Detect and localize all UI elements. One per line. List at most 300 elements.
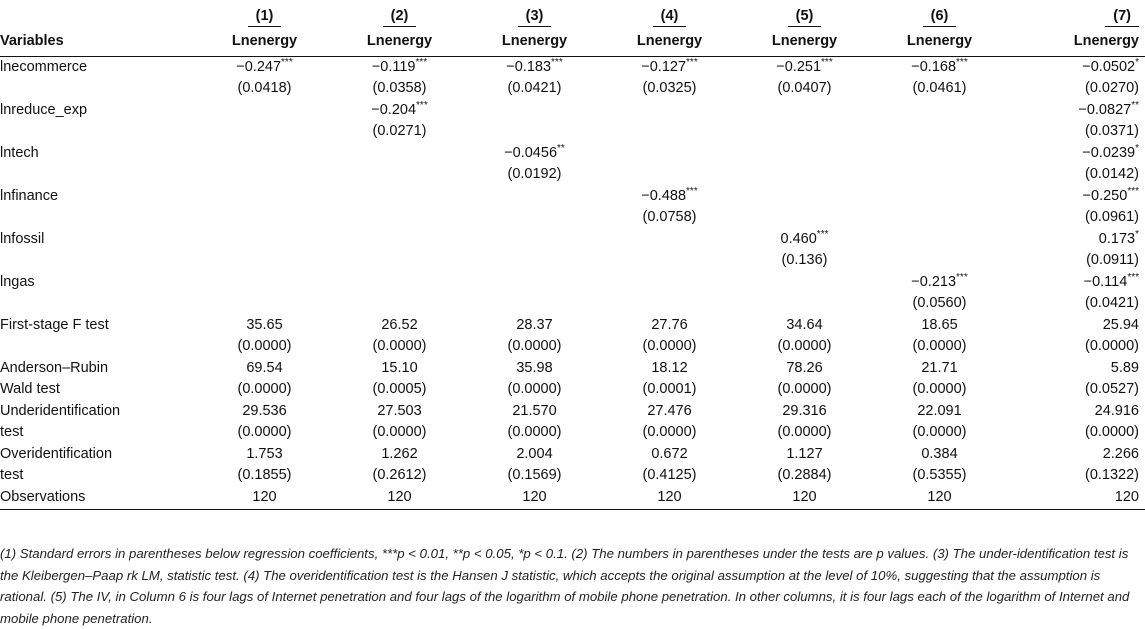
table-cell	[332, 164, 467, 186]
cell-value: (0.1569)	[507, 467, 562, 483]
significance-stars: ***	[1127, 271, 1139, 283]
cell-value: 22.091	[917, 402, 962, 419]
table-cell	[872, 422, 1007, 444]
cell-value: −0.250	[1082, 187, 1128, 204]
cell-value: (0.0421)	[1084, 295, 1139, 311]
table-cell	[737, 487, 872, 510]
table-row	[0, 401, 1145, 423]
cell-value: (0.0961)	[1084, 209, 1139, 225]
table-cell	[1007, 315, 1145, 337]
cell-value: 27.76	[651, 316, 688, 333]
table-cell	[602, 422, 737, 444]
table-cell	[872, 56, 1007, 78]
table-cell	[1007, 164, 1145, 186]
table-cell	[872, 229, 1007, 251]
significance-stars: *	[1135, 142, 1139, 154]
cell-value: (0.0000)	[642, 338, 697, 354]
table-cell	[1007, 444, 1145, 466]
table-cell	[467, 465, 602, 487]
cell-value: −0.213	[911, 273, 957, 290]
table-cell	[872, 336, 1007, 358]
table-cell	[197, 207, 332, 229]
table-cell	[197, 444, 332, 466]
table-cell	[1007, 487, 1145, 510]
table-cell	[737, 379, 872, 401]
regression-table	[0, 6, 1145, 510]
table-cell	[467, 358, 602, 380]
table-cell	[602, 56, 737, 78]
table-cell	[467, 56, 602, 78]
table-cell	[737, 272, 872, 294]
row-label	[0, 250, 197, 272]
table-body	[0, 56, 1145, 509]
cell-value: −0.251	[776, 58, 822, 75]
dependent-variable-row	[0, 28, 1145, 57]
table-cell	[197, 250, 332, 272]
table-cell	[872, 293, 1007, 315]
table-cell	[197, 336, 332, 358]
row-label: Underidentification	[0, 402, 121, 419]
cell-value: (0.0000)	[912, 381, 967, 397]
table-cell	[737, 293, 872, 315]
cell-value: (0.0000)	[1084, 338, 1139, 354]
table-cell	[197, 293, 332, 315]
cell-value: 120	[657, 488, 682, 505]
table-cell	[737, 78, 872, 100]
table-cell	[467, 250, 602, 272]
table-row	[0, 78, 1145, 100]
significance-stars: *	[1135, 56, 1139, 68]
cell-value: (0.0271)	[372, 123, 427, 139]
significance-stars: ***	[551, 56, 563, 68]
cell-value: 2.004	[516, 445, 553, 462]
table-cell	[602, 465, 737, 487]
column-number: (2)	[332, 6, 467, 28]
table-cell	[332, 315, 467, 337]
cell-value: −0.0502	[1082, 58, 1136, 75]
cell-value: 29.316	[782, 402, 827, 419]
cell-value: (0.0421)	[507, 80, 562, 96]
significance-stars: ***	[956, 271, 968, 283]
row-label: Wald test	[0, 381, 60, 397]
table-cell	[602, 164, 737, 186]
dependent-variable-label: Lnenergy	[737, 28, 872, 57]
table-cell	[467, 100, 602, 122]
cell-value: 0.384	[921, 445, 958, 462]
table-cell	[467, 186, 602, 208]
column-number: (4)	[602, 6, 737, 28]
table-row	[0, 100, 1145, 122]
significance-stars: **	[557, 142, 565, 154]
table-cell	[197, 422, 332, 444]
cell-value: (0.0000)	[777, 338, 832, 354]
table-row	[0, 465, 1145, 487]
table-cell	[197, 315, 332, 337]
cell-value: −0.168	[911, 58, 957, 75]
table-cell	[737, 444, 872, 466]
dependent-variable-label: Lnenergy	[332, 28, 467, 57]
table-cell	[872, 358, 1007, 380]
table-cell	[737, 164, 872, 186]
table-cell	[1007, 358, 1145, 380]
cell-value: 69.54	[246, 359, 283, 376]
cell-value: −0.204	[371, 101, 417, 118]
cell-value: (0.4125)	[642, 467, 697, 483]
table-cell	[467, 229, 602, 251]
cell-value: (0.0000)	[507, 338, 562, 354]
table-cell	[1007, 56, 1145, 78]
table-cell	[1007, 207, 1145, 229]
significance-stars: ***	[416, 99, 428, 111]
cell-value: (0.1322)	[1084, 467, 1139, 483]
table-cell	[197, 121, 332, 143]
column-number: (1)	[197, 6, 332, 28]
table-cell	[1007, 272, 1145, 294]
table-row	[0, 207, 1145, 229]
table-cell	[467, 422, 602, 444]
cell-value: 26.52	[381, 316, 418, 333]
table-cell	[332, 250, 467, 272]
row-label: lnfossil	[0, 230, 45, 247]
table-cell	[467, 379, 602, 401]
cell-value: (0.0192)	[507, 166, 562, 182]
table-cell	[872, 379, 1007, 401]
cell-value: (0.0000)	[237, 381, 292, 397]
table-row	[0, 121, 1145, 143]
table-cell	[602, 121, 737, 143]
table-cell	[197, 229, 332, 251]
table-row	[0, 250, 1145, 272]
table-cell	[197, 56, 332, 78]
cell-value: 21.570	[512, 402, 557, 419]
table-row	[0, 336, 1145, 358]
cell-value: 24.916	[1094, 402, 1139, 419]
cell-value: (0.0000)	[507, 381, 562, 397]
dependent-variable-label: Lnenergy	[1007, 28, 1145, 57]
cell-value: (0.0325)	[642, 80, 697, 96]
cell-value: (0.0000)	[507, 424, 562, 440]
significance-stars: *	[1135, 228, 1139, 240]
table-cell	[467, 315, 602, 337]
table-cell	[602, 358, 737, 380]
table-cell	[602, 143, 737, 165]
table-cell	[332, 78, 467, 100]
row-label: First-stage F test	[0, 316, 109, 333]
row-label	[0, 164, 197, 186]
table-cell	[737, 186, 872, 208]
table-cell	[1007, 336, 1145, 358]
dependent-variable-label: Lnenergy	[872, 28, 1007, 57]
cell-value: (0.0000)	[372, 338, 427, 354]
dependent-variable-label: Lnenergy	[467, 28, 602, 57]
column-number-row	[0, 6, 1145, 28]
table-cell	[737, 422, 872, 444]
cell-value: (0.0000)	[912, 424, 967, 440]
significance-stars: ***	[281, 56, 293, 68]
table-row	[0, 164, 1145, 186]
table-cell	[467, 336, 602, 358]
table-row	[0, 358, 1145, 380]
table-cell	[197, 401, 332, 423]
table-cell	[332, 56, 467, 78]
table-cell	[197, 272, 332, 294]
cell-value: −0.488	[641, 187, 687, 204]
table-cell	[332, 272, 467, 294]
significance-stars: ***	[816, 228, 829, 240]
table-cell	[737, 336, 872, 358]
cell-value: 120	[792, 488, 817, 505]
table-cell	[332, 487, 467, 510]
table-cell	[602, 315, 737, 337]
row-label: test	[0, 467, 24, 483]
significance-stars: ***	[415, 56, 428, 68]
table-cell	[332, 100, 467, 122]
table-cell	[197, 465, 332, 487]
table-row	[0, 272, 1145, 294]
cell-value: (0.0527)	[1084, 381, 1139, 397]
table-cell	[737, 207, 872, 229]
table-cell	[467, 293, 602, 315]
table-footnote: (1) Standard errors in parentheses below regression coefficients, ***p < 0.01, **p < 0.05, *p < 0.1. (2) The numbers in parentheses under the tests are p values. (3) The under-identification test is the Kleibergen–Paap rk LM, statistic test. (4) The overidentification test is the Hansen J statistic, which accepts the original assumption at the level of 10%, suggesting that the assumption is rational. (5) The IV, in Column 6 is four lags of Internet penetration and four lags of the logarithm of mobile phone penetration. In other columns, it is four lags each of the logarithm of Internet and mobile phone penetration.	[0, 546, 1130, 626]
table-row	[0, 444, 1145, 466]
table-cell	[332, 229, 467, 251]
table-cell	[737, 315, 872, 337]
cell-value: (0.136)	[781, 252, 828, 268]
table-row	[0, 293, 1145, 315]
table-cell	[602, 293, 737, 315]
table-cell	[602, 401, 737, 423]
row-label	[0, 336, 197, 358]
table-cell	[332, 121, 467, 143]
cell-value: 120	[1114, 488, 1139, 505]
row-label: lnreduce_exp	[0, 101, 88, 118]
cell-value: −0.0239	[1082, 144, 1136, 161]
table-cell	[197, 487, 332, 510]
cell-value: 27.503	[377, 402, 422, 419]
cell-value: (0.0911)	[1086, 252, 1139, 268]
table-row	[0, 379, 1145, 401]
cell-value: (0.5355)	[912, 467, 967, 483]
table-cell	[602, 207, 737, 229]
cell-value: 120	[252, 488, 277, 505]
table-cell	[737, 56, 872, 78]
cell-value: 18.12	[651, 359, 688, 376]
cell-value: (0.0418)	[237, 80, 292, 96]
table-cell	[872, 444, 1007, 466]
table-cell	[467, 401, 602, 423]
table-cell	[332, 336, 467, 358]
table-cell	[872, 487, 1007, 510]
cell-value: (0.0371)	[1084, 123, 1139, 139]
table-cell	[1007, 78, 1145, 100]
row-label: Anderson–Rubin	[0, 359, 109, 376]
cell-value: 21.71	[921, 359, 958, 376]
table-cell	[1007, 401, 1145, 423]
table-cell	[737, 229, 872, 251]
cell-value: 29.536	[242, 402, 287, 419]
table-cell	[197, 78, 332, 100]
table-cell	[737, 100, 872, 122]
table-cell	[602, 487, 737, 510]
table-cell	[1007, 100, 1145, 122]
table-cell	[872, 143, 1007, 165]
table-cell	[737, 250, 872, 272]
cell-value: (0.0461)	[912, 80, 967, 96]
row-label: Observations	[0, 487, 197, 510]
table-row	[0, 186, 1145, 208]
cell-value: 34.64	[786, 316, 823, 333]
table-cell	[872, 100, 1007, 122]
table-cell	[332, 186, 467, 208]
table-cell	[602, 250, 737, 272]
table-cell	[467, 143, 602, 165]
table-cell	[872, 250, 1007, 272]
table-cell	[332, 358, 467, 380]
table-cell	[872, 465, 1007, 487]
table-cell	[467, 207, 602, 229]
cell-value: (0.2612)	[372, 467, 427, 483]
row-label	[0, 78, 197, 100]
cell-value: 35.65	[246, 316, 283, 333]
table-cell	[872, 164, 1007, 186]
table-cell	[467, 487, 602, 510]
row-label	[0, 121, 197, 143]
variables-header: Variables	[0, 28, 197, 57]
table-cell	[332, 444, 467, 466]
table-cell	[332, 207, 467, 229]
table-cell	[602, 100, 737, 122]
table-cell	[872, 272, 1007, 294]
cell-value: (0.0000)	[777, 381, 832, 397]
cell-value: 5.89	[1110, 359, 1139, 376]
table-row	[0, 422, 1145, 444]
cell-value: (0.0000)	[237, 338, 292, 354]
cell-value: 120	[927, 488, 952, 505]
table-cell	[1007, 143, 1145, 165]
header-blank-cell	[0, 6, 197, 28]
table-cell	[467, 444, 602, 466]
table-cell	[197, 186, 332, 208]
significance-stars: ***	[686, 185, 698, 197]
dependent-variable-label: Lnenergy	[197, 28, 332, 57]
table-cell	[1007, 422, 1145, 444]
table-row	[0, 143, 1145, 165]
table-cell	[1007, 229, 1145, 251]
table-cell	[737, 121, 872, 143]
cell-value: −0.183	[506, 58, 552, 75]
table-cell	[1007, 293, 1145, 315]
table-cell	[467, 272, 602, 294]
table-cell	[332, 293, 467, 315]
table-cell	[737, 465, 872, 487]
cell-value: 25.94	[1102, 316, 1139, 333]
cell-value: (0.0758)	[642, 209, 697, 225]
cell-value: 1.127	[786, 445, 823, 462]
cell-value: 0.173	[1098, 230, 1136, 247]
cell-value: (0.0000)	[237, 424, 292, 440]
column-number: (3)	[467, 6, 602, 28]
row-label: Overidentification	[0, 445, 113, 462]
table-cell	[602, 229, 737, 251]
table-cell	[332, 379, 467, 401]
cell-value: (0.0407)	[777, 80, 832, 96]
column-number: (6)	[872, 6, 1007, 28]
table-cell	[602, 336, 737, 358]
table-cell	[197, 143, 332, 165]
cell-value: 1.753	[246, 445, 283, 462]
cell-value: 0.672	[651, 445, 688, 462]
cell-value: (0.0000)	[372, 424, 427, 440]
cell-value: (0.0005)	[372, 381, 427, 397]
table-cell	[602, 186, 737, 208]
cell-value: (0.0560)	[912, 295, 967, 311]
table-cell	[872, 78, 1007, 100]
table-cell	[602, 272, 737, 294]
table-cell	[602, 379, 737, 401]
table-row	[0, 315, 1145, 337]
cell-value: (0.0000)	[642, 424, 697, 440]
cell-value: −0.0827	[1078, 101, 1132, 118]
cell-value: 120	[387, 488, 412, 505]
column-number: (5)	[737, 6, 872, 28]
row-label	[0, 293, 197, 315]
cell-value: (0.0001)	[642, 381, 697, 397]
table-cell	[332, 143, 467, 165]
table-cell	[1007, 465, 1145, 487]
table-cell	[1007, 379, 1145, 401]
table-cell	[332, 401, 467, 423]
table-cell	[467, 78, 602, 100]
table-cell	[332, 422, 467, 444]
table-cell	[332, 465, 467, 487]
table-row	[0, 56, 1145, 78]
significance-stars: ***	[956, 56, 968, 68]
significance-stars: **	[1131, 99, 1139, 111]
table-cell	[872, 207, 1007, 229]
table-cell	[197, 164, 332, 186]
row-label: lntech	[0, 144, 39, 161]
cell-value: 35.98	[516, 359, 553, 376]
cell-value: −0.247	[236, 58, 282, 75]
cell-value: (0.0000)	[777, 424, 832, 440]
row-label: test	[0, 424, 24, 440]
row-label: lngas	[0, 273, 35, 290]
table-cell	[197, 358, 332, 380]
table-cell	[737, 401, 872, 423]
table-cell	[872, 121, 1007, 143]
table-cell	[872, 186, 1007, 208]
table-cell	[1007, 186, 1145, 208]
cell-value: 120	[522, 488, 547, 505]
table-cell	[602, 78, 737, 100]
significance-stars: ***	[821, 56, 833, 68]
cell-value: (0.0358)	[372, 80, 427, 96]
cell-value: 18.65	[921, 316, 958, 333]
table-cell	[467, 121, 602, 143]
cell-value: 0.460	[780, 230, 817, 247]
cell-value: (0.0000)	[912, 338, 967, 354]
table-cell	[872, 315, 1007, 337]
cell-value: 78.26	[786, 359, 823, 376]
table-cell	[1007, 250, 1145, 272]
table-cell	[1007, 121, 1145, 143]
table-cell	[197, 379, 332, 401]
significance-stars: ***	[686, 56, 698, 68]
dependent-variable-label: Lnenergy	[602, 28, 737, 57]
row-label	[0, 207, 197, 229]
cell-value: 28.37	[516, 316, 553, 333]
table-row	[0, 487, 1145, 510]
